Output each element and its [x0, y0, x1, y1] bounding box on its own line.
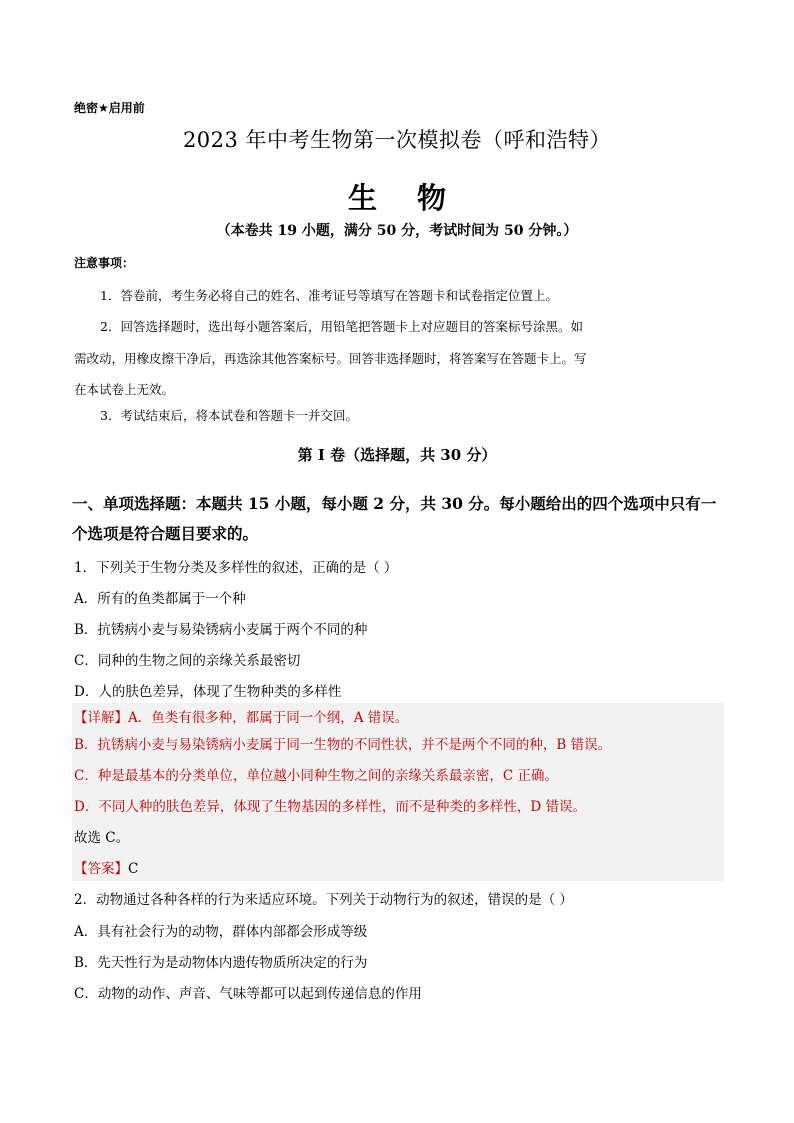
notice-item-2-line-3: 在本试卷上无效。	[74, 382, 175, 397]
explanation-d: D．不同人种的肤色差异，体现了生物基因的多样性，而不是种类的多样性，D 错误。	[74, 799, 586, 815]
section-title-line-2: 个选项是符合题目要求的。	[72, 524, 259, 543]
question-2-option-a: A．具有社会行为的动物，群体内部都会形成等级	[74, 924, 368, 940]
question-1-option-d: D．人的肤色差异，体现了生物种类的多样性	[74, 684, 342, 700]
explanation-box	[72, 703, 724, 881]
exam-info: （本卷共 19 小题，满分 50 分，考试时间为 50 分钟。）	[216, 223, 578, 239]
explanation-a: A．鱼类有很多种，都属于同一个纲，A 错误。	[128, 710, 409, 726]
explanation-conclusion: 故选 C。	[74, 830, 130, 846]
question-2-option-b: B．先天性行为是动物体内遗传物质所决定的行为	[74, 955, 368, 971]
explanation-c: C．种是最基本的分类单位，单位越小同种生物之间的亲缘关系最亲密，C 正确。	[74, 768, 558, 784]
explanation-line-a	[74, 706, 408, 726]
question-1-option-b: B．抗锈病小麦与易染锈病小麦属于两个不同的种	[74, 622, 368, 638]
notice-item-2-line-1: 2．回答选择题时，选出每小题答案后，用铅笔把答题卡上对应题目的答案标号涂黑。如	[100, 319, 583, 334]
question-1-option-a: A．所有的鱼类都属于一个种	[74, 591, 246, 607]
explanation-tag: 【详解】	[74, 710, 128, 726]
question-2-stem: 2．动物通过各种各样的行为来适应环境。下列关于动物行为的叙述，错误的是（ ）	[74, 892, 573, 908]
notice-heading: 注意事项：	[74, 256, 135, 270]
answer-tag: 【答案】	[74, 861, 128, 877]
question-1-stem: 1．下列关于生物分类及多样性的叙述，正确的是（ ）	[74, 560, 398, 576]
explanation-b: B．抗锈病小麦与易染锈病小麦属于同一生物的不同性状，并不是两个不同的种，B 错误。	[74, 737, 612, 753]
notice-item-2-line-2: 需改动，用橡皮擦干净后，再选涂其他答案标号。回答非选择题时，将答案写在答题卡上。写	[74, 351, 587, 366]
answer-line	[74, 857, 138, 877]
question-2-option-c: C．动物的动作、声音、气味等都可以起到传递信息的作用	[74, 986, 422, 1002]
secret-mark: 绝密★启用前	[74, 101, 145, 115]
notice-item-3: 3．考试结束后，将本试卷和答题卡一并交回。	[100, 408, 358, 423]
part-title: 第 I 卷（选择题，共 30 分）	[297, 446, 497, 464]
subject-heading: 生物	[347, 181, 486, 215]
exam-title: 2023 年中考生物第一次模拟卷（呼和浩特）	[182, 128, 612, 152]
notice-item-1: 1．答卷前，考生务必将自己的姓名、准考证号等填写在答题卡和试卷指定位置上。	[100, 288, 558, 303]
section-title-line-1: 一、单项选择题：本题共 15 小题，每小题 2 分，共 30 分。每小题给出的四个选项中只有一	[72, 494, 717, 513]
question-1-option-c: C．同种的生物之间的亲缘关系最密切	[74, 653, 301, 669]
answer-value: C	[128, 861, 139, 877]
